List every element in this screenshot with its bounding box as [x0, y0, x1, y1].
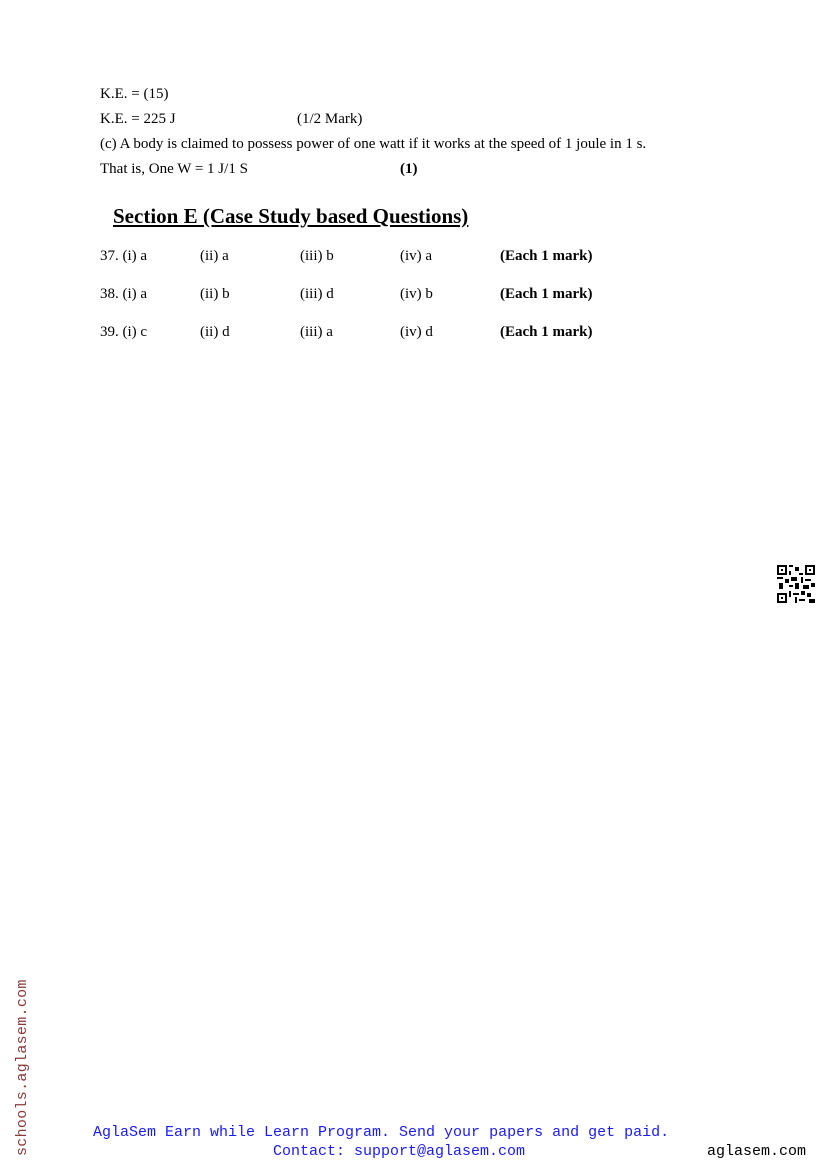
footer-site[interactable]: aglasem.com — [707, 1143, 807, 1160]
answer-ii: (ii) b — [200, 286, 230, 302]
footer-contact[interactable]: Contact: support@aglasem.com — [273, 1143, 526, 1160]
answer-iii: (iii) b — [300, 248, 334, 264]
side-watermark: schools.aglasem.com — [14, 979, 31, 1156]
ke-mark: (1/2 Mark) — [297, 111, 363, 127]
that-is-line: That is, One W = 1 J/1 S — [100, 161, 248, 177]
answer-q: 38. (i) a — [100, 286, 148, 302]
qr-code-icon[interactable] — [777, 565, 815, 603]
answer-mark: (Each 1 mark) — [500, 248, 593, 264]
answer-iv: (iv) a — [400, 248, 433, 264]
answer-iii: (iii) d — [300, 286, 334, 302]
answer-q: 39. (i) c — [100, 324, 148, 340]
that-is-mark: (1) — [400, 161, 418, 177]
answer-q: 37. (i) a — [100, 248, 148, 264]
answer-ii: (ii) a — [200, 248, 229, 264]
answer-ii: (ii) d — [200, 324, 230, 340]
footer-promo: AglaSem Earn while Learn Program. Send your papers and get paid. — [93, 1124, 670, 1141]
answer-iv: (iv) d — [400, 324, 433, 340]
ke-value: K.E. = 225 J — [100, 111, 176, 127]
answer-iii: (iii) a — [300, 324, 333, 340]
section-e-heading: Section E (Case Study based Questions) — [113, 204, 469, 228]
ke-expression: K.E. = (15) — [100, 86, 169, 102]
c-statement: (c) A body is claimed to possess power of one watt if it works at the speed of 1 joule in 1 s. — [100, 136, 647, 152]
answer-mark: (Each 1 mark) — [500, 324, 593, 340]
answer-iv: (iv) b — [400, 286, 433, 302]
answer-mark: (Each 1 mark) — [500, 286, 593, 302]
